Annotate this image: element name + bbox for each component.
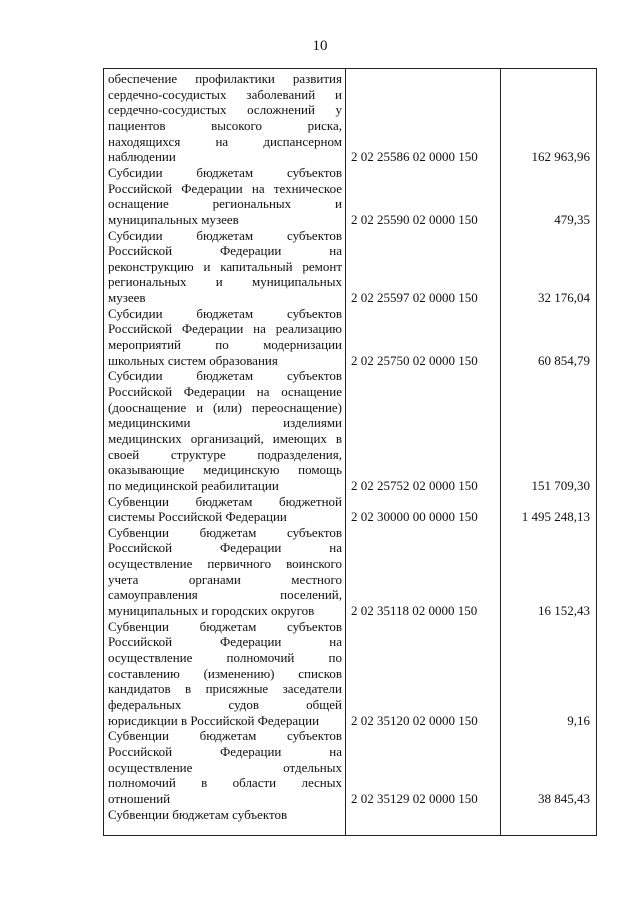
row-budget-code: 2 02 30000 00 0000 150	[351, 509, 478, 525]
table-row	[104, 525, 596, 619]
table-row	[104, 71, 596, 165]
row-description-line: осуществление отдельных	[108, 759, 342, 775]
row-amount: 16 152,43	[538, 603, 590, 619]
budget-table	[103, 68, 597, 836]
row-description-line: своей структуре подразделения,	[108, 446, 342, 462]
row-description	[108, 71, 342, 165]
row-budget-code: 2 02 25752 02 0000 150	[351, 477, 478, 493]
row-description-line: Российской Федерации на	[108, 540, 342, 556]
row-budget-code: 2 02 35120 02 0000 150	[351, 712, 478, 728]
row-description-line: Субсидии бюджетам субъектов	[108, 227, 342, 243]
row-description-line: Российской Федерации на реализацию	[108, 321, 342, 337]
row-description-line: региональных и муниципальных	[108, 274, 342, 290]
row-amount: 38 845,43	[538, 790, 590, 806]
row-description-line: обеспечение профилактики развития	[108, 71, 342, 86]
row-description-line: муниципальных и городских округов	[108, 603, 315, 619]
row-description	[108, 494, 342, 525]
row-amount: 151 709,30	[531, 477, 590, 493]
row-description-line: сердечно-сосудистых заболеваний и	[108, 86, 342, 102]
row-description-line: федеральных судов общей	[108, 696, 342, 712]
row-amount: 60 854,79	[538, 352, 590, 368]
row-description-line: полномочий в области лесных	[108, 775, 342, 791]
row-description-line: отношений	[108, 790, 171, 806]
page-number: 10	[312, 38, 328, 54]
row-description-line: кандидатов в присяжные заседатели	[108, 681, 342, 697]
table-row	[104, 306, 596, 369]
row-description	[108, 368, 342, 493]
row-description-line: медицинских организаций, имеющих в	[108, 430, 342, 446]
row-description	[108, 525, 342, 619]
row-description	[108, 306, 342, 369]
row-budget-code: 2 02 25597 02 0000 150	[351, 290, 478, 306]
table-row	[104, 228, 596, 306]
row-description-line: Субвенции бюджетам субъектов	[108, 728, 342, 744]
table-row	[104, 619, 596, 729]
row-description-line: юрисдикции в Российской Федерации	[108, 712, 320, 728]
row-description-line: учета органами местного	[108, 571, 342, 587]
row-description-line: осуществление полномочий по	[108, 650, 342, 666]
row-description-line: наблюдении	[108, 149, 176, 165]
row-description-line: оснащение региональных и	[108, 196, 342, 212]
row-description-line: Субвенции бюджетам субъектов	[108, 618, 342, 634]
row-description	[108, 728, 342, 806]
row-description-line: Российской Федерации на	[108, 634, 342, 650]
row-budget-code: 2 02 25590 02 0000 150	[351, 211, 478, 227]
row-description-line: Российской Федерации на	[108, 243, 342, 259]
row-description	[108, 165, 342, 228]
row-budget-code: 2 02 25750 02 0000 150	[351, 352, 478, 368]
row-description-line: Российской Федерации на оснащение	[108, 383, 342, 399]
row-amount: 32 176,04	[538, 290, 590, 306]
row-description-line: составлению (изменению) списков	[108, 665, 342, 681]
row-description-line: Субвенции бюджетам бюджетной	[108, 493, 342, 509]
table-row	[104, 368, 596, 493]
row-description-line: по медицинской реабилитации	[108, 477, 279, 493]
row-budget-code: 2 02 35129 02 0000 150	[351, 790, 478, 806]
table-row	[104, 728, 596, 806]
table-row	[104, 807, 596, 823]
row-description-line: Российской Федерации на техническое	[108, 180, 342, 196]
row-description-line: сердечно-сосудистых осложнений у	[108, 102, 342, 118]
table-row	[104, 494, 596, 525]
row-description-line: Субвенции бюджетам субъектов	[108, 806, 288, 822]
row-description	[108, 807, 342, 823]
row-description	[108, 228, 342, 306]
row-amount: 162 963,96	[531, 149, 590, 165]
row-description-line: пациентов высокого риска,	[108, 117, 342, 133]
row-description-line: (дооснащение и (или) переоснащение)	[108, 399, 342, 415]
row-description-line: самоуправления поселений,	[108, 587, 342, 603]
row-description-line: реконструкцию и капитальный ремонт	[108, 258, 342, 274]
row-description-line: находящихся на диспансерном	[108, 133, 342, 149]
row-description-line: Субсидии бюджетам субъектов	[108, 305, 342, 321]
row-description-line: школьных систем образования	[108, 352, 278, 368]
row-description-line: оказывающие медицинскую помощь	[108, 462, 342, 478]
row-description-line: Субсидии бюджетам субъектов	[108, 368, 342, 384]
row-description-line: медицинскими изделиями	[108, 415, 342, 431]
row-amount: 479,35	[554, 211, 590, 227]
row-description-line: системы Российской Федерации	[108, 509, 287, 525]
row-description-line: музеев	[108, 290, 146, 306]
row-description-line: мероприятий по модернизации	[108, 337, 342, 353]
row-amount: 1 495 248,13	[521, 509, 590, 525]
row-description-line: осуществление первичного воинского	[108, 556, 342, 572]
row-description-line: Российской Федерации на	[108, 743, 342, 759]
row-amount: 9,16	[567, 712, 590, 728]
row-description-line: Субсидии бюджетам субъектов	[108, 164, 342, 180]
table-row	[104, 165, 596, 228]
row-description	[108, 619, 342, 728]
row-description-line: муниципальных музеев	[108, 211, 239, 227]
row-budget-code: 2 02 35118 02 0000 150	[351, 603, 478, 619]
row-budget-code: 2 02 25586 02 0000 150	[351, 149, 478, 165]
row-description-line: Субвенции бюджетам субъектов	[108, 524, 342, 540]
